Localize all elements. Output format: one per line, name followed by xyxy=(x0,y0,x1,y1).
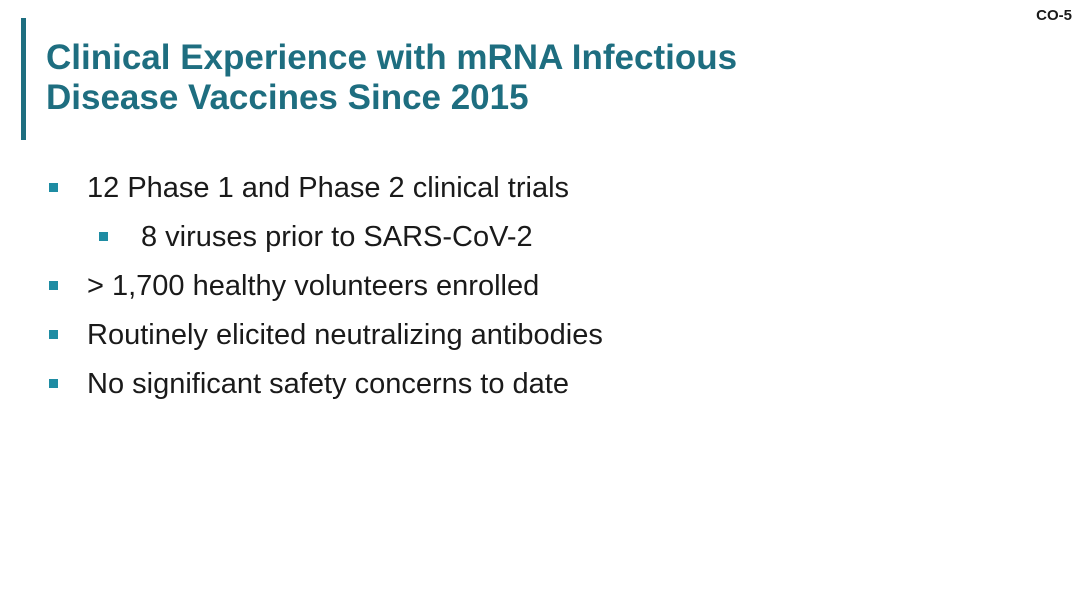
square-bullet-icon xyxy=(49,281,58,290)
bullet-text: No significant safety concerns to date xyxy=(87,368,569,400)
slide-code: CO-5 xyxy=(1036,7,1072,24)
sub-bullet-item xyxy=(0,213,1000,262)
square-bullet-icon xyxy=(49,330,58,339)
sub-bullet-text: 8 viruses prior to SARS-CoV-2 xyxy=(141,221,533,253)
square-bullet-icon xyxy=(99,232,108,241)
square-bullet-icon xyxy=(49,183,58,192)
title-accent-bar xyxy=(21,18,26,140)
bullet-item xyxy=(0,360,1000,409)
bullet-text: 12 Phase 1 and Phase 2 clinical trials xyxy=(87,172,570,204)
bullet-text: > 1,700 healthy volunteers enrolled xyxy=(87,270,540,302)
bullet-item xyxy=(0,262,1000,311)
slide-title: Clinical Experience with mRNA Infectious Disease Vaccines Since 2015 xyxy=(46,38,738,117)
bullet-item xyxy=(0,164,1000,213)
bullet-text: Routinely elicited neutralizing antibodies xyxy=(87,319,603,351)
square-bullet-icon xyxy=(49,379,58,388)
bullet-item xyxy=(0,311,1000,360)
bullet-list xyxy=(0,164,1000,409)
